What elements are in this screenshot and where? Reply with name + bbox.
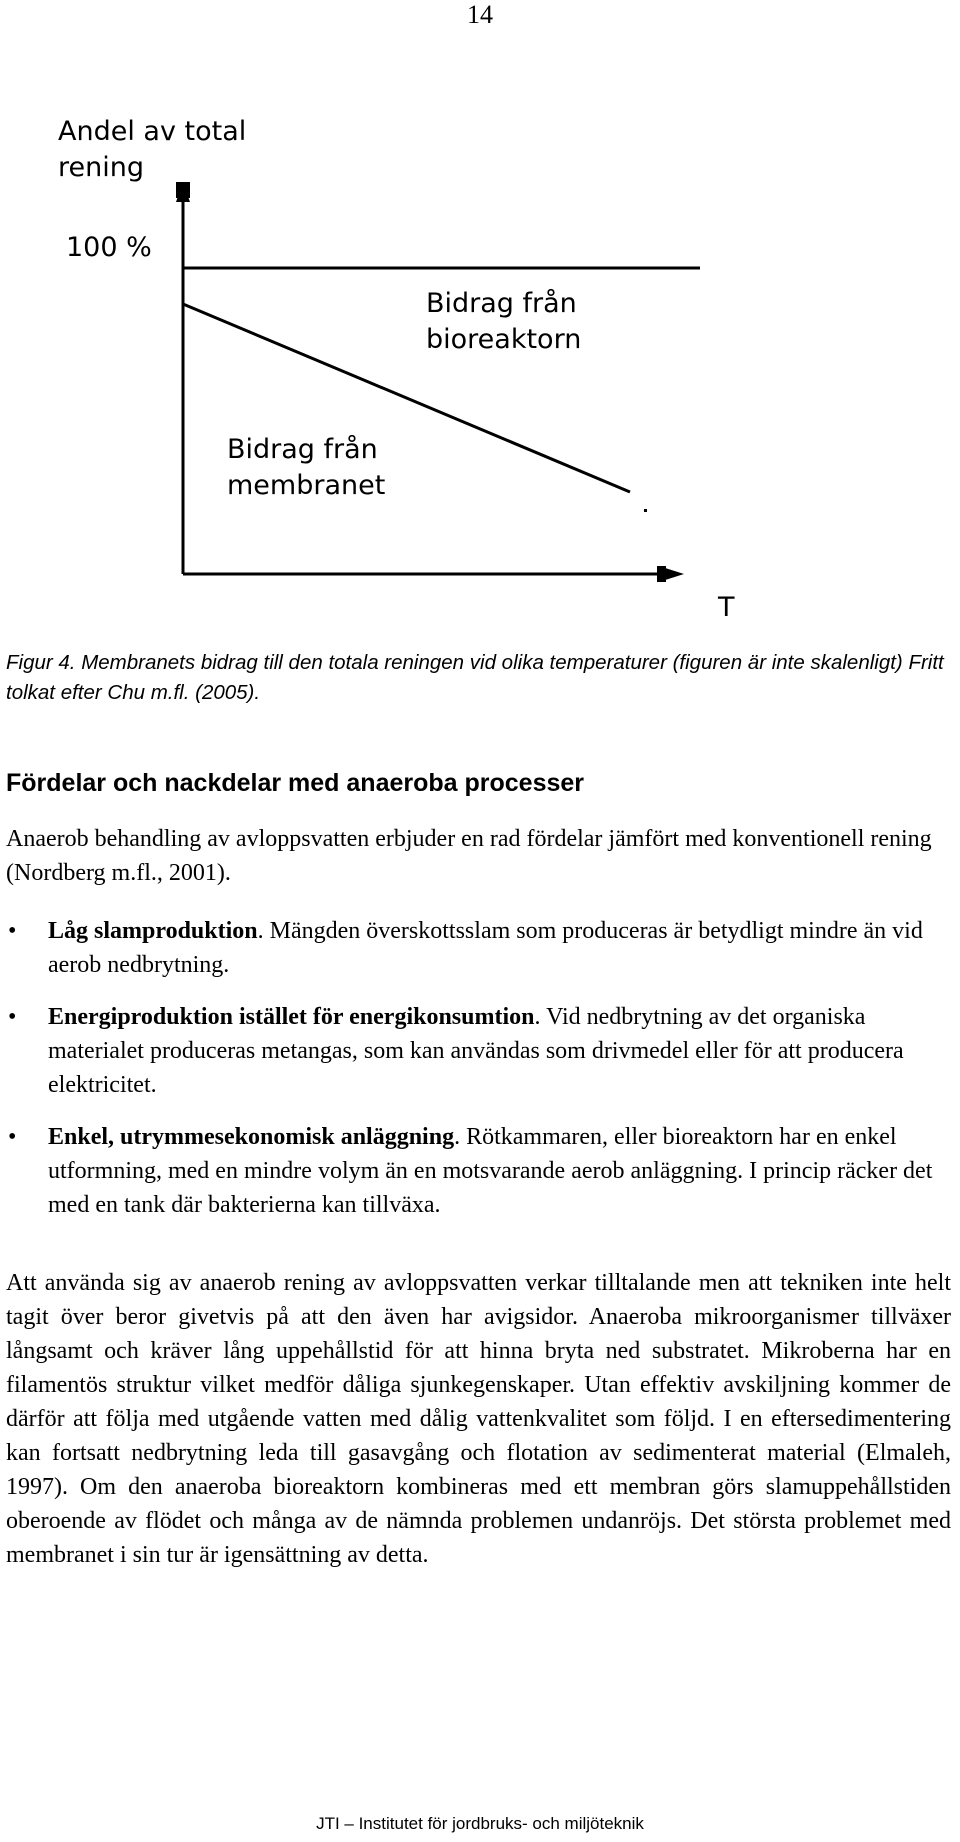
bullet-title: Energiproduktion istället för energikonsumtion	[48, 1004, 535, 1030]
bullet-title: Låg slamproduktion	[48, 918, 258, 944]
y-axis-label: Andel av total rening	[58, 116, 247, 183]
section-heading: Fördelar och nackdelar med anaeroba processer	[6, 769, 585, 797]
temperature-contribution-figure	[0, 100, 800, 640]
bioreactor-contribution-label: Bidrag från bioreaktorn	[426, 288, 582, 355]
intro-paragraph: Anaerob behandling av avloppsvatten erbjuder en rad fördelar jämfört med konventionell rening (Nordberg m.fl., 2001).	[6, 826, 932, 886]
level-100-label: 100 %	[66, 232, 152, 263]
bullet-text: . Vid nedbrytning av det organiska materialet produceras metangas, som kan användas som drivmedel eller för att producera elektricitet.	[48, 1004, 904, 1098]
bullet-text: . Rötkammaren, eller bioreaktorn har en enkel utformning, med en mindre volym än en motsvarande aerob anläggning. I princip räcker det med en tank där bakterierna kan tillväxa.	[48, 1124, 933, 1218]
bullet-icon: •	[8, 918, 17, 944]
bullet-icon: •	[8, 1124, 17, 1150]
x-axis-arrow-block	[657, 566, 666, 582]
membrane-contribution-label: Bidrag från membranet	[227, 434, 386, 501]
page-number: 14	[467, 0, 493, 29]
bullet-icon: •	[8, 1004, 17, 1030]
page-footer: JTI – Institutet för jordbruks- och miljöteknik	[316, 1814, 644, 1833]
advantages-list	[6, 914, 951, 1240]
x-axis-label: T	[718, 592, 735, 623]
figure-caption: Figur 4. Membranets bidrag till den totala reningen vid olika temperaturer (figuren är inte skalenligt) Fritt tolkat efter Chu m.fl. (2005).	[6, 651, 944, 704]
list-item	[6, 914, 951, 982]
list-item	[6, 1120, 951, 1222]
bullet-text: . Mängden överskottsslam som produceras är betydligt mindre än vid aerob nedbrytning.	[48, 918, 923, 978]
list-item	[6, 1000, 951, 1102]
bullet-title: Enkel, utrymmesekonomisk anläggning	[48, 1124, 455, 1150]
stray-dot	[644, 509, 647, 512]
closing-paragraph: Att använda sig av anaerob rening av avloppsvatten verkar tilltalande men att tekniken inte helt tagit över beror givetvis på att den även har avigsidor. Anaeroba mikroorganismer tillväxer långsamt och kräver lång uppehållstid för att hinna bryta ned substratet. Mikroberna har en filamentös struktur vilket medför dåliga sjunkegenskaper. Utan effektiv avskiljning kommer de därför att följa med utgående vatten med dålig vattenkvalitet som följd. I en eftersedimentering kan fortsatt nedbrytning leda till gasavgång och flotation av sedimenterat material (Elmaleh, 1997). Om den anaeroba bioreaktorn kombineras med ett membran görs slamuppehållstiden oberoende av flödet och många av de nämnda problemen undanröjs. Det största problemet med membranet i sin tur är igensättning av detta.	[6, 1270, 951, 1568]
